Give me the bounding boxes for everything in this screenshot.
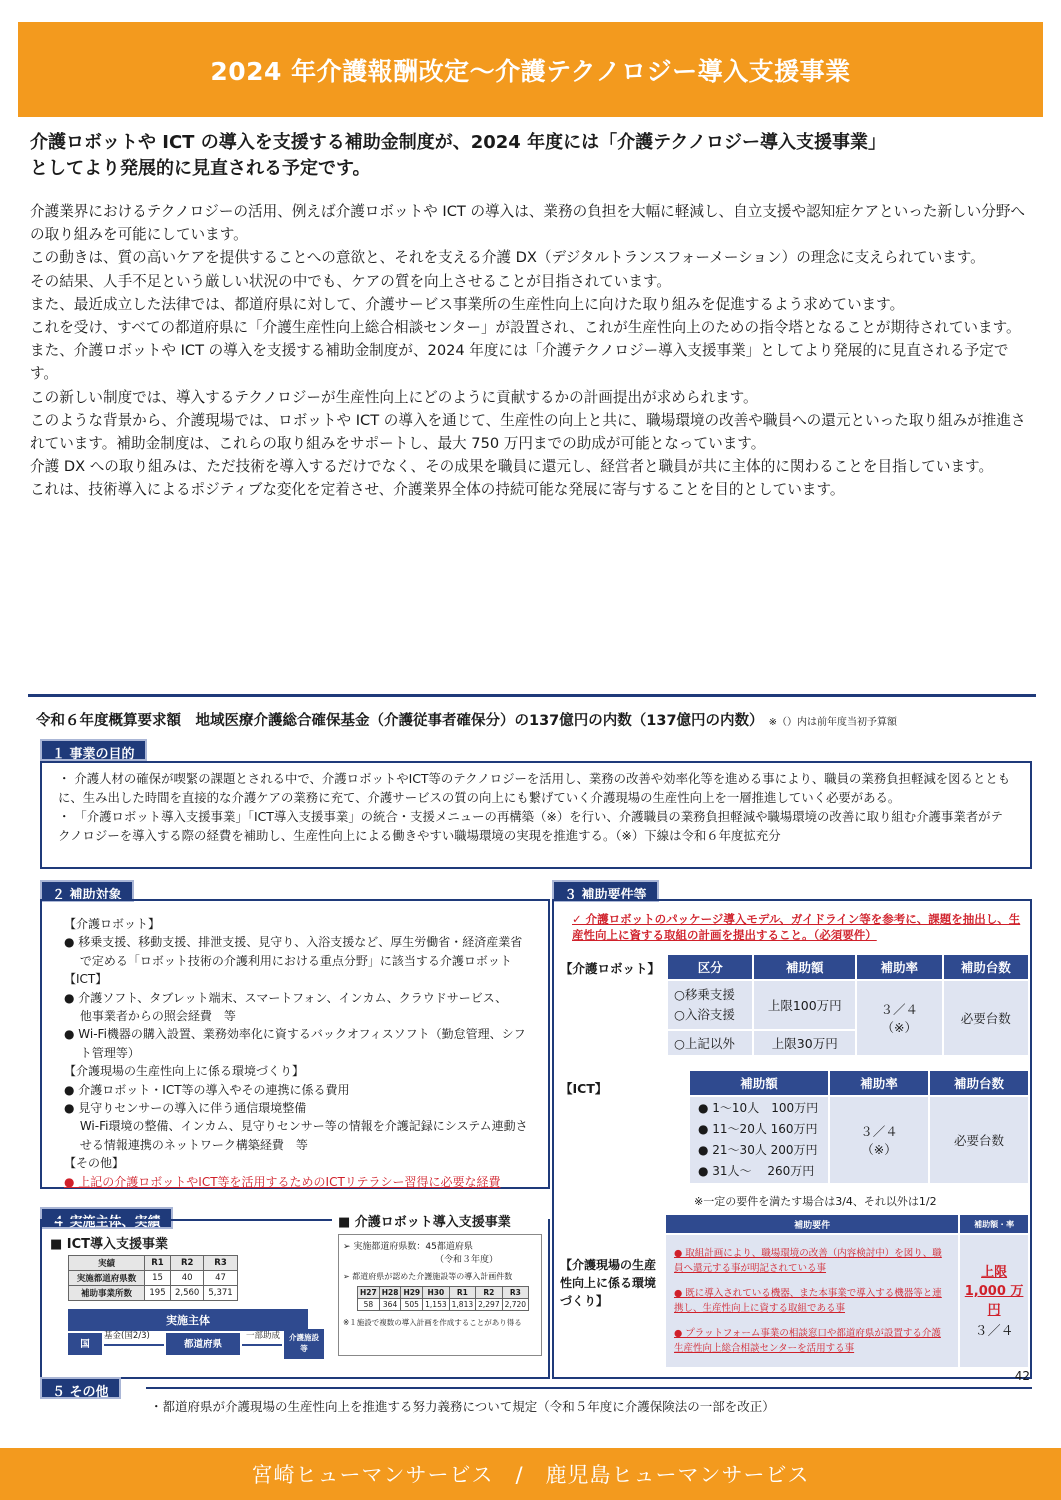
ict-results-table: [68, 1255, 238, 1301]
section-1-bullet-1: ・ 介護人材の確保が喫緊の課題とされる中で、介護ロボットやICT等のテクノロジーを活用し、業務の改善や効率化等を進める事により、職員の業務負担軽減を図るとともに、生み出した時間を直接的な介護ケアの業務に充て、介護サービスの質の向上にも繋げていく介護現場の生産性向上を一層推進していく必要がある。: [58, 771, 1011, 805]
robot-plans-th: R1: [449, 1287, 475, 1299]
section-2-line: Wi-Fi環境の整備、インカム、見守りセンサー等の情報を介護記録にシステム連動さ: [64, 1119, 528, 1134]
robot-support-panel: [332, 1207, 548, 1373]
section-2-line: 【その他】: [64, 1156, 125, 1171]
env-amount-cell: [959, 1234, 1029, 1368]
ict-results-cell: 実施都道府県数: [69, 1271, 145, 1286]
env-item: ● プラットフォーム事業の相談窓口や都道府県が設置する介護生産性向上総合相談センターを活用する事: [674, 1328, 941, 1354]
robot-th-units: 補助台数: [943, 954, 1030, 980]
flow-title: 実施主体: [68, 1309, 308, 1331]
section-1-box: [40, 761, 1032, 869]
ict-results-cell: 2,560: [171, 1286, 204, 1301]
robot-plans-cell: 505: [401, 1299, 423, 1311]
robot-plans-table: [357, 1286, 529, 1311]
env-amount: 上限 1,000 万円: [964, 1265, 1024, 1318]
body-paragraph: 介護 DX への取り組みは、ただ技術を導入するだけでなく、その成果を職員に還元し、経営者と職員が共に主体的に関わることを目指しています。: [30, 458, 994, 476]
ict-rate-note: （※）: [861, 1142, 897, 1157]
ict-results-cell: 47: [204, 1271, 237, 1286]
section-3-box: [552, 899, 1032, 1379]
section-5-box: [146, 1369, 1032, 1417]
ict-amount: ● 31人～ 260万円: [698, 1164, 815, 1178]
robot-kubun-1: ○移乗支援: [674, 987, 735, 1002]
robot-kubun-cell: [667, 980, 753, 1030]
section-2-line: 【ICT】: [64, 972, 108, 987]
section-1-bullet-2: ・ 「介護ロボット導入支援事業」「ICT導入支援事業」の統合・支援メニューの再構築（※）を行い、介護職員の業務負担軽減や職場環境の改善に取り組む介護事業者がテクノロジーを導入する際の経費を補助し、生産性向上による働きやすい職場環境の実現を推進する。（※）下線は令和６年度拡充分: [58, 809, 1003, 843]
robot-plans-th: H28: [379, 1287, 401, 1299]
robot-th-amount: 補助額: [753, 954, 856, 980]
top-banner: [18, 22, 1043, 117]
section-2-line: ト管理等）: [64, 1045, 140, 1060]
body-paragraph: また、最近成立した法律では、都道府県に対して、介護サービス事業所の生産性向上に向けた取り組みを促進するよう求めています。: [30, 295, 905, 313]
body-paragraph: 介護業界におけるテクノロジーの活用、例えば介護ロボットや ICT の導入は、業務の負担を大幅に軽減し、自立支援や認知症ケアといった新しい分野への取り組みを可能にしています。: [30, 203, 1026, 244]
ict-results-th: R1: [145, 1256, 171, 1271]
robot-plans-cell: 1,153: [423, 1299, 449, 1311]
footer-banner: [0, 1448, 1061, 1500]
ict-results-th: 実績: [69, 1256, 145, 1271]
section-5-tab: ５ その他: [40, 1377, 121, 1399]
env-rate: ３／４: [974, 1324, 1014, 1339]
ict-label: 【ICT】: [560, 1081, 608, 1096]
ict-th-units: 補助台数: [929, 1070, 1029, 1096]
lead-line-2: としてより発展的に見直される予定です。: [30, 158, 371, 179]
section-3-tab: ３ 補助要件等: [552, 880, 659, 902]
robot-kubun-2: ○入浴支援: [674, 1007, 735, 1022]
embedded-slide: [28, 694, 1036, 1426]
env-item: ● 取組計画により、職場環境の改善（内容検討中）を図り、職員へ還元する事が明記されている事: [674, 1248, 942, 1274]
body-paragraph: これは、技術導入によるポジティブな変化を定着させ、介護業界全体の持続可能な発展に寄与することを目的としています。: [30, 481, 845, 499]
section-1-tab: １ 事業の目的: [40, 739, 147, 761]
lead-line-1: 介護ロボットや ICT の導入を支援する補助金制度が、2024 年度には「介護テクノロジー導入支援事業」: [30, 132, 886, 153]
ict-th-amount: 補助額: [689, 1070, 829, 1096]
ict-units: 必要台数: [929, 1096, 1029, 1184]
robot-plans-cell: 1,813: [449, 1299, 475, 1311]
robot-rate-note: （※）: [881, 1020, 917, 1035]
slide-title-note: ※（）内は前年度当初予算額: [768, 717, 897, 728]
section-2-line: ● Wi-Fi機器の購入設置、業務効率化に資するバックオフィスソフト（勤怠管理、シフ: [64, 1027, 526, 1042]
robot-rate: ３／４: [880, 1002, 919, 1017]
slide-title-text: 令和６年度概算要求額 地域医療介護総合確保基金（介護従事者確保分）の137億円の内数（137億円の内数）: [36, 713, 764, 729]
body-paragraph: このような背景から、介護現場では、ロボットや ICT の導入を通じて、生産性の向上と共に、職場環境の改善や職員への還元といった取り組みが推進されています。補助金制度は、これらの取り組みをサポートし、最大 750 万円までの助成が可能となっています。: [30, 411, 1026, 453]
flow-arrow-2: [242, 1344, 282, 1346]
flow-arrow-1: [104, 1344, 164, 1346]
section-2-line: ● 介護ロボット・ICT等の導入やその連携に係る費用: [64, 1082, 350, 1097]
section-4-tab: ４ 実施主体、実績: [40, 1207, 173, 1229]
robot-plans-th: H29: [401, 1287, 423, 1299]
section-2-line: ● 見守りセンサーの導入に伴う通信環境整備: [64, 1101, 307, 1116]
ict-support-title: ■ ICT導入支援事業: [50, 1237, 169, 1252]
robot-plans-cell: 2,720: [502, 1299, 528, 1311]
robot-kubun-3: ○上記以外: [667, 1030, 753, 1056]
ict-results-th: R2: [171, 1256, 204, 1271]
body-paragraph: また、介護ロボットや ICT の導入を支援する補助金制度が、2024 年度には「介護テクノロジー導入支援事業」としてより発展的に見直される予定です。: [30, 342, 1009, 383]
ict-rate-cell: [829, 1096, 929, 1184]
ict-results-cell: 5,371: [204, 1286, 237, 1301]
flow-kuni: 国: [68, 1333, 102, 1355]
section-2-line: せる情報連携のネットワーク構築経費 等: [64, 1137, 308, 1152]
ict-amounts-cell: [689, 1096, 829, 1184]
section-2-line: ● 移乗支援、移動支援、排泄支援、見守り、入浴支援など、厚生労働省・経済産業省: [64, 935, 523, 950]
env-label: 【介護現場の生産性向上に係る環境づくり】: [560, 1258, 657, 1308]
lead-text: [30, 130, 1030, 182]
ict-table: [688, 1069, 1030, 1185]
requirement-text: ✓ 介護ロボットのパッケージ導入モデル、ガイドライン等を参考に、課題を抽出し、生産性向上に資する取組の計画を提出すること。（必須要件）: [572, 912, 1021, 942]
robot-amount-2: 上限30万円: [753, 1030, 856, 1056]
robot-th-kubun: 区分: [667, 954, 753, 980]
section-2-line: 他事業者からの照会経費 等: [64, 1009, 236, 1024]
robot-support-line: ➢ 都道府県が認めた介護施設等の導入計画件数: [343, 1272, 513, 1281]
robot-support-box: [338, 1234, 542, 1356]
env-th-amount: 補助額・率: [959, 1214, 1029, 1234]
body-paragraph: この新しい制度では、導入するテクノロジーが生産性向上にどのように貢献するかの計画提出が求められます。: [30, 388, 758, 406]
robot-support-title: ■ 介護ロボット導入支援事業: [338, 1215, 511, 1230]
robot-th-rate: 補助率: [856, 954, 942, 980]
robot-plans-th: R3: [502, 1287, 528, 1299]
ict-th-rate: 補助率: [829, 1070, 929, 1096]
robot-plans-cell: 2,297: [476, 1299, 502, 1311]
robot-plans-cell: 58: [358, 1299, 380, 1311]
robot-support-line: ➢ 実施都道府県数：45都道府県: [343, 1242, 473, 1252]
flow-josei: 一部助成: [246, 1331, 281, 1341]
section-2-line: 【介護ロボット】: [64, 917, 161, 931]
ict-amount: ● 1～10人 100万円: [698, 1101, 819, 1115]
robot-amount-1: 上限100万円: [753, 980, 856, 1030]
body-paragraph: これを受け、すべての都道府県に「介護生産性向上総合相談センター」が設置され、これが生産性向上のための指令塔となることが期待されています。: [30, 319, 1021, 337]
robot-rate-cell: [856, 980, 942, 1056]
section-5-text: ・都道府県が介護現場の生産性向上を推進する努力義務について規定（令和５年度に介護保険法の一部を改正）: [150, 1399, 775, 1414]
ict-amount: ● 21～30人 200万円: [698, 1143, 818, 1157]
env-item: ● 既に導入されている機器、また本事業で導入する機器等と連携し、生産性向上に資する取組である事: [674, 1288, 942, 1314]
section-2-tab: ２ 補助対象: [40, 880, 134, 902]
flow-jigyo: 介護施設等: [284, 1329, 324, 1359]
ict-results-cell: 15: [145, 1271, 171, 1286]
slide-title: [36, 709, 897, 730]
section-2-line: ● 介護ソフト、タブレット端末、スマートフォン、インカム、クラウドサービス、: [64, 990, 508, 1005]
ict-results-cell: 補助事業所数: [69, 1286, 145, 1301]
ict-results-th: R3: [204, 1256, 237, 1271]
env-items-cell: [665, 1234, 959, 1368]
footer-text: 宮崎ヒューマンサービス / 鹿児島ヒューマンサービス: [251, 1463, 810, 1487]
env-th-requirement: 補助要件: [665, 1214, 959, 1234]
robot-table: [666, 953, 1030, 1057]
section-2-line: で定める「ロボット技術の介護利用における重点分野」に該当する介護ロボット: [64, 953, 512, 968]
section-2-red-line: ● 上記の介護ロボットやICT等を活用するためのICTリテラシー習得に必要な経費: [64, 1174, 501, 1189]
env-table: [664, 1213, 1030, 1369]
body-paragraph: その結果、人手不足という厳しい状況の中でも、ケアの質を向上させることが目指されています。: [30, 272, 671, 290]
ict-results-cell: 40: [171, 1271, 204, 1286]
ict-amount: ● 11～20人 160万円: [698, 1122, 818, 1136]
robot-label: 【介護ロボット】: [560, 961, 661, 976]
slide-page-number: 42: [1014, 1369, 1030, 1383]
robot-support-note: ※１施設で複数の導入計画を作成することがあり得る: [343, 1318, 522, 1327]
flow-pref: 都道府県: [166, 1333, 240, 1355]
robot-plans-th: H30: [423, 1287, 449, 1299]
flow-kikin: 基金(国2/3): [104, 1331, 150, 1341]
section-4-box: [40, 1215, 550, 1379]
robot-plans-cell: 364: [379, 1299, 401, 1311]
section-2-line: 【介護現場の生産性向上に係る環境づくり】: [64, 1064, 305, 1079]
ict-results-cell: 195: [145, 1286, 171, 1301]
body-text: [30, 200, 1030, 502]
robot-plans-th: R2: [476, 1287, 502, 1299]
body-paragraph: この動きは、質の高いケアを提供することへの意欲と、それを支える介護 DX（デジタルトランスフォーメーション）の理念に支えられています。: [30, 249, 985, 267]
page-title: 2024 年介護報酬改定～介護テクノロジー導入支援事業: [210, 56, 851, 86]
robot-support-line: （令和３年度）: [435, 1255, 499, 1265]
robot-units: 必要台数: [943, 980, 1030, 1056]
ict-note: ※一定の要件を満たす場合は3/4、それ以外は1/2: [694, 1195, 937, 1208]
ict-rate: ３／４: [860, 1124, 898, 1139]
section-2-box: [40, 899, 550, 1189]
robot-plans-th: H27: [358, 1287, 380, 1299]
